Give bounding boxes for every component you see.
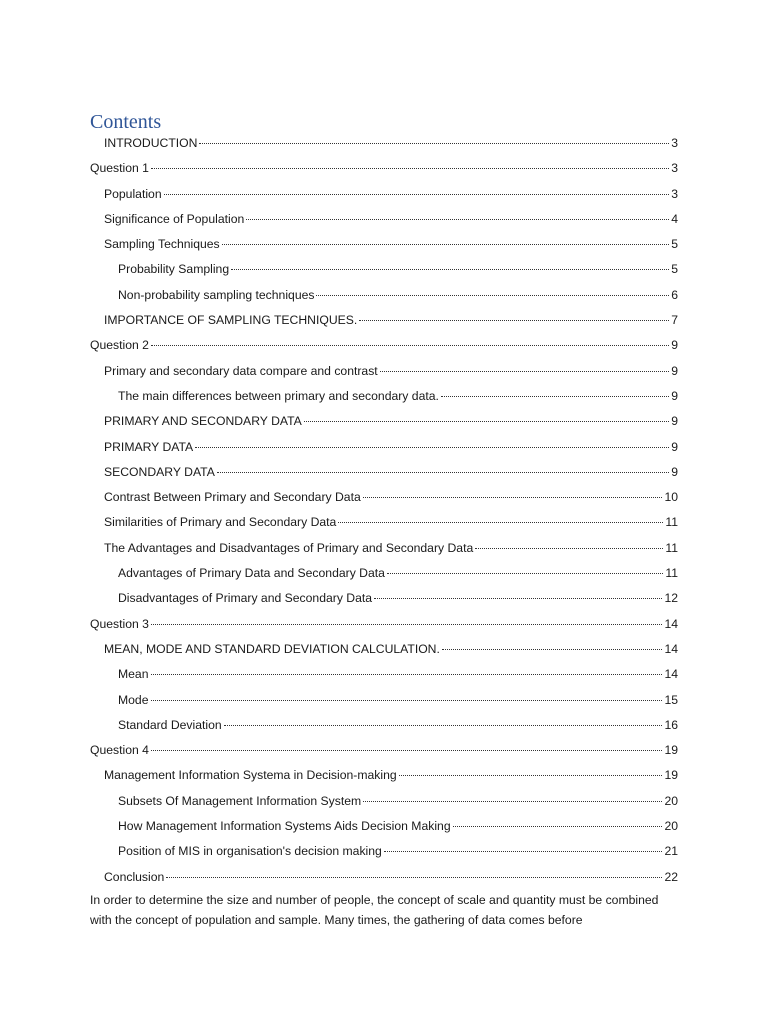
toc-entry-text: Significance of Population xyxy=(104,211,245,226)
toc-page-number: 19 xyxy=(664,768,678,783)
toc-entry[interactable] xyxy=(90,814,678,839)
toc-page-number: 5 xyxy=(671,237,678,252)
toc-page-number: 15 xyxy=(664,692,678,707)
toc-title: Contents xyxy=(90,111,162,133)
table-of-contents xyxy=(90,131,678,890)
toc-entry-text: Question 4 xyxy=(90,743,149,758)
toc-entry[interactable] xyxy=(90,536,678,561)
toc-page-number: 4 xyxy=(671,211,678,226)
toc-entry-text: IMPORTANCE OF SAMPLING TECHNIQUES. xyxy=(104,313,358,328)
toc-page-number: 9 xyxy=(671,388,678,403)
toc-entry[interactable] xyxy=(90,283,678,308)
toc-page-number: 11 xyxy=(665,566,678,581)
toc-entry[interactable] xyxy=(90,435,678,460)
toc-entry[interactable] xyxy=(90,510,678,535)
toc-dot-leader xyxy=(304,421,669,422)
toc-page-number: 3 xyxy=(671,186,678,201)
toc-entry[interactable] xyxy=(90,131,678,156)
toc-page-number: 21 xyxy=(664,844,678,859)
toc-entry[interactable] xyxy=(90,232,678,257)
toc-dot-leader xyxy=(453,826,663,827)
toc-entry-text: SECONDARY DATA xyxy=(104,464,215,479)
toc-entry-text: Primary and secondary data compare and contrast xyxy=(104,363,378,378)
toc-entry-text: Probability Sampling xyxy=(118,262,230,277)
toc-page-number: 11 xyxy=(665,515,678,530)
toc-dot-leader xyxy=(475,548,663,549)
body-paragraph: In order to determine the size and number of people, the concept of scale and quantity must be combined with the concept of population and sample. Many times, the gathering of data comes before xyxy=(90,893,659,927)
toc-entry[interactable] xyxy=(90,308,678,333)
toc-dot-leader xyxy=(316,295,669,296)
toc-dot-leader xyxy=(231,269,669,270)
toc-entry[interactable] xyxy=(90,207,678,232)
toc-entry-text: Similarities of Primary and Secondary Data xyxy=(104,515,337,530)
toc-entry-text: PRIMARY DATA xyxy=(104,439,194,454)
toc-dot-leader xyxy=(363,801,662,802)
toc-entry-text: Question 2 xyxy=(90,338,149,353)
toc-page-number: 20 xyxy=(664,819,678,834)
toc-entry[interactable] xyxy=(90,789,678,814)
toc-page-number: 9 xyxy=(671,363,678,378)
toc-entry-text: Sampling Techniques xyxy=(104,237,220,252)
toc-dot-leader xyxy=(166,877,662,878)
toc-entry-text: Disadvantages of Primary and Secondary Data xyxy=(118,591,373,606)
toc-entry-text: Population xyxy=(104,186,162,201)
toc-entry[interactable] xyxy=(90,182,678,207)
toc-dot-leader xyxy=(380,371,670,372)
toc-page-number: 11 xyxy=(665,540,678,555)
toc-entry[interactable] xyxy=(90,409,678,434)
toc-page-number: 14 xyxy=(664,641,678,656)
toc-dot-leader xyxy=(222,244,670,245)
toc-dot-leader xyxy=(151,750,662,751)
toc-entry-text: Standard Deviation xyxy=(118,717,222,732)
toc-entry[interactable] xyxy=(90,384,678,409)
toc-entry[interactable] xyxy=(90,333,678,358)
toc-page-number: 9 xyxy=(671,439,678,454)
toc-entry[interactable] xyxy=(90,460,678,485)
toc-entry-text: PRIMARY AND SECONDARY DATA xyxy=(104,414,302,429)
toc-dot-leader xyxy=(338,522,663,523)
toc-dot-leader xyxy=(151,345,669,346)
toc-entry-text: The Advantages and Disadvantages of Primary and Secondary Data xyxy=(104,540,474,555)
toc-entry-text: Question 1 xyxy=(90,161,149,176)
toc-entry-text: Advantages of Primary Data and Secondary Data xyxy=(118,566,385,581)
toc-dot-leader xyxy=(359,320,669,321)
toc-entry-text: Non-probability sampling techniques xyxy=(118,287,315,302)
toc-entry-text: The main differences between primary and secondary data. xyxy=(118,388,439,403)
toc-entry[interactable] xyxy=(90,257,678,282)
toc-entry-text: How Management Information Systems Aids Decision Making xyxy=(118,819,451,834)
toc-dot-leader xyxy=(224,725,663,726)
toc-page-number: 5 xyxy=(671,262,678,277)
toc-entry-text: Mode xyxy=(118,692,149,707)
toc-entry[interactable] xyxy=(90,688,678,713)
toc-dot-leader xyxy=(387,573,663,574)
toc-entry-text: Question 3 xyxy=(90,616,149,631)
toc-page-number: 3 xyxy=(671,161,678,176)
toc-entry-text: INTRODUCTION xyxy=(104,136,198,150)
toc-dot-leader xyxy=(374,598,662,599)
toc-page-number: 7 xyxy=(671,313,678,328)
toc-dot-leader xyxy=(199,143,669,144)
toc-page-number: 9 xyxy=(671,414,678,429)
toc-entry[interactable] xyxy=(90,713,678,738)
toc-dot-leader xyxy=(399,775,663,776)
toc-dot-leader xyxy=(442,649,663,650)
toc-page-number: 14 xyxy=(664,616,678,631)
toc-page-number: 3 xyxy=(671,136,678,150)
toc-page-number: 20 xyxy=(664,793,678,808)
toc-entry-text: Contrast Between Primary and Secondary Data xyxy=(104,490,361,505)
toc-dot-leader xyxy=(384,851,663,852)
toc-page-number: 9 xyxy=(671,338,678,353)
toc-entry[interactable] xyxy=(90,612,678,637)
toc-dot-leader xyxy=(246,219,669,220)
toc-page-number: 12 xyxy=(664,591,678,606)
toc-dot-leader xyxy=(164,194,670,195)
toc-page-number: 14 xyxy=(664,667,678,682)
toc-entry[interactable] xyxy=(90,485,678,510)
toc-dot-leader xyxy=(151,624,662,625)
toc-entry[interactable] xyxy=(90,586,678,611)
toc-entry[interactable] xyxy=(90,637,678,662)
toc-page-number: 10 xyxy=(664,490,678,505)
toc-entry-text: Management Information Systema in Decision-making xyxy=(104,768,397,783)
toc-entry-text: Subsets Of Management Information System xyxy=(118,793,362,808)
toc-entry[interactable] xyxy=(90,359,678,384)
toc-page-number: 9 xyxy=(671,464,678,479)
toc-dot-leader xyxy=(195,447,669,448)
toc-entry[interactable] xyxy=(90,738,678,763)
toc-entry[interactable] xyxy=(90,839,678,864)
toc-entry[interactable] xyxy=(90,561,678,586)
toc-entry[interactable] xyxy=(90,763,678,788)
toc-entry-text: Position of MIS in organisation's decision making xyxy=(118,844,382,859)
toc-dot-leader xyxy=(151,674,663,675)
toc-page-number: 19 xyxy=(664,743,678,758)
toc-dot-leader xyxy=(363,497,663,498)
toc-page-number: 16 xyxy=(664,717,678,732)
toc-dot-leader xyxy=(151,168,669,169)
toc-entry-text: MEAN, MODE AND STANDARD DEVIATION CALCULATION. xyxy=(104,641,440,656)
toc-entry-text: Mean xyxy=(118,667,149,682)
toc-entry[interactable] xyxy=(90,156,678,181)
toc-dot-leader xyxy=(217,472,669,473)
toc-entry-text: Conclusion xyxy=(104,869,165,884)
toc-entry[interactable] xyxy=(90,865,678,890)
toc-page-number: 22 xyxy=(664,869,678,884)
toc-page-number: 6 xyxy=(671,287,678,302)
toc-dot-leader xyxy=(441,396,669,397)
toc-dot-leader xyxy=(151,700,663,701)
toc-entry[interactable] xyxy=(90,662,678,687)
